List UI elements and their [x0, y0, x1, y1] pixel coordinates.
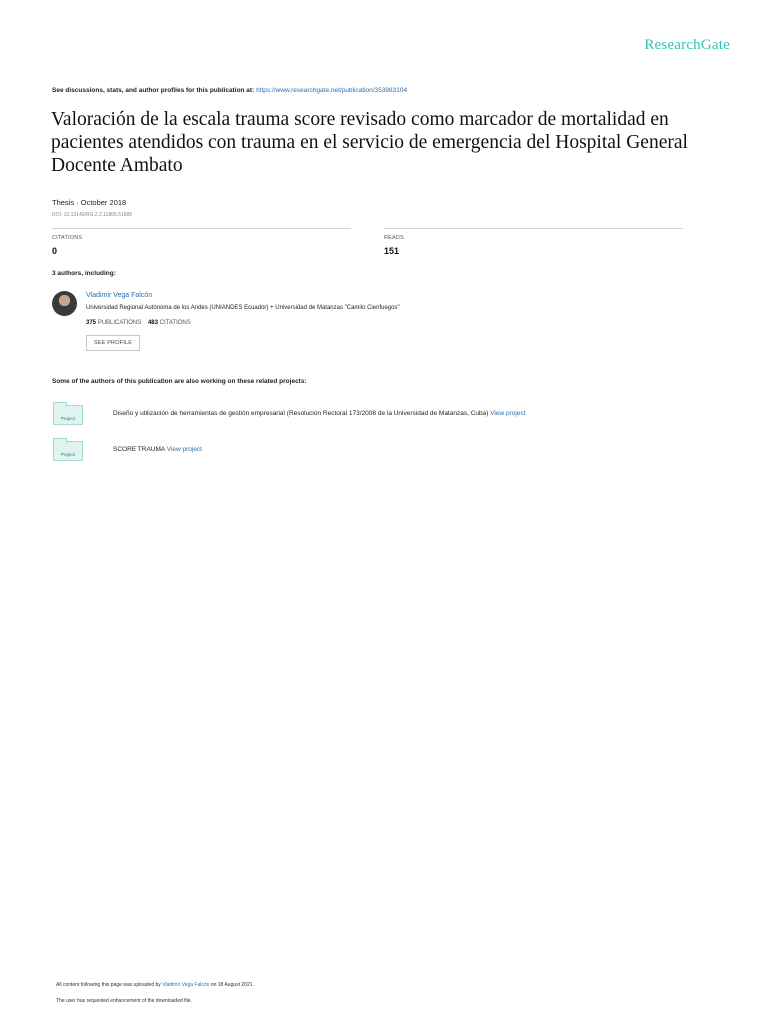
see-profile-button[interactable]: SEE PROFILE [86, 335, 140, 351]
project-icon-label: Project [60, 416, 75, 421]
author-citations-count: 483 [147, 320, 158, 326]
view-project-link[interactable]: View project [166, 446, 202, 453]
see-discussions-line [52, 87, 407, 94]
related-project-item [113, 446, 202, 453]
view-project-link[interactable]: View project [490, 410, 526, 417]
related-project-title: SCORE TRAUMA [113, 446, 165, 453]
author-publications-label: PUBLICATIONS [97, 320, 142, 326]
publication-type-date: Thesis · October 2018 [52, 198, 127, 207]
upload-note-suffix: on 18 August 2021. [210, 982, 254, 988]
author-avatar[interactable] [52, 291, 77, 316]
see-discussions-text: See discussions, stats, and author profiles for this publication at: [52, 87, 255, 94]
publication-title: Valoración de la escala trauma score revisado como marcador de mortalidad en pacientes atendidos con trauma en el servicio de emergencia del Hospital General Docente Ambato [51, 109, 688, 176]
author-affiliation: Universidad Regional Autónoma de los Andes (UNIANDES Ecuador) + Universidad de Matanzas "Camilo Cienfuegos" [86, 305, 400, 311]
related-projects-heading: Some of the authors of this publication are also working on these related projects: [52, 378, 307, 385]
project-folder-icon[interactable] [53, 405, 83, 425]
upload-note [56, 982, 254, 988]
reads-value: 151 [384, 246, 400, 256]
related-project-item [113, 410, 526, 417]
project-icon-label: Project [60, 452, 75, 457]
researchgate-logo[interactable]: ResearchGate [644, 37, 730, 53]
author-stats [86, 320, 191, 326]
enhancement-note: The user has requested enhancement of the downloaded file. [56, 998, 192, 1004]
citations-label: CITATIONS [52, 235, 83, 241]
citations-value: 0 [52, 246, 58, 256]
publication-doi[interactable]: DOI: 10.13140/RG.2.2.11805.51689 [52, 212, 132, 218]
reads-label: READS [384, 235, 404, 241]
project-folder-icon[interactable] [53, 441, 83, 461]
uploader-link[interactable]: Vladimir Vega Falcón [162, 982, 210, 988]
citations-divider [52, 228, 351, 229]
related-project-title: Diseño y utilización de herramientas de gestión empresarial (Resolución Rectoral 173/2008 de la Universidad de Matanzas, Cuba) [113, 410, 489, 417]
author-publications-count: 375 [86, 320, 97, 326]
authors-heading: 3 authors, including: [52, 270, 116, 277]
reads-divider [384, 228, 683, 229]
author-name-link[interactable]: Vladimir Vega Falcón [86, 292, 153, 299]
upload-note-prefix: All content following this page was uploaded by [56, 982, 161, 988]
author-citations-label: CITATIONS [159, 320, 191, 326]
publication-url-link[interactable]: https://www.researchgate.net/publication/353983104 [256, 87, 408, 94]
